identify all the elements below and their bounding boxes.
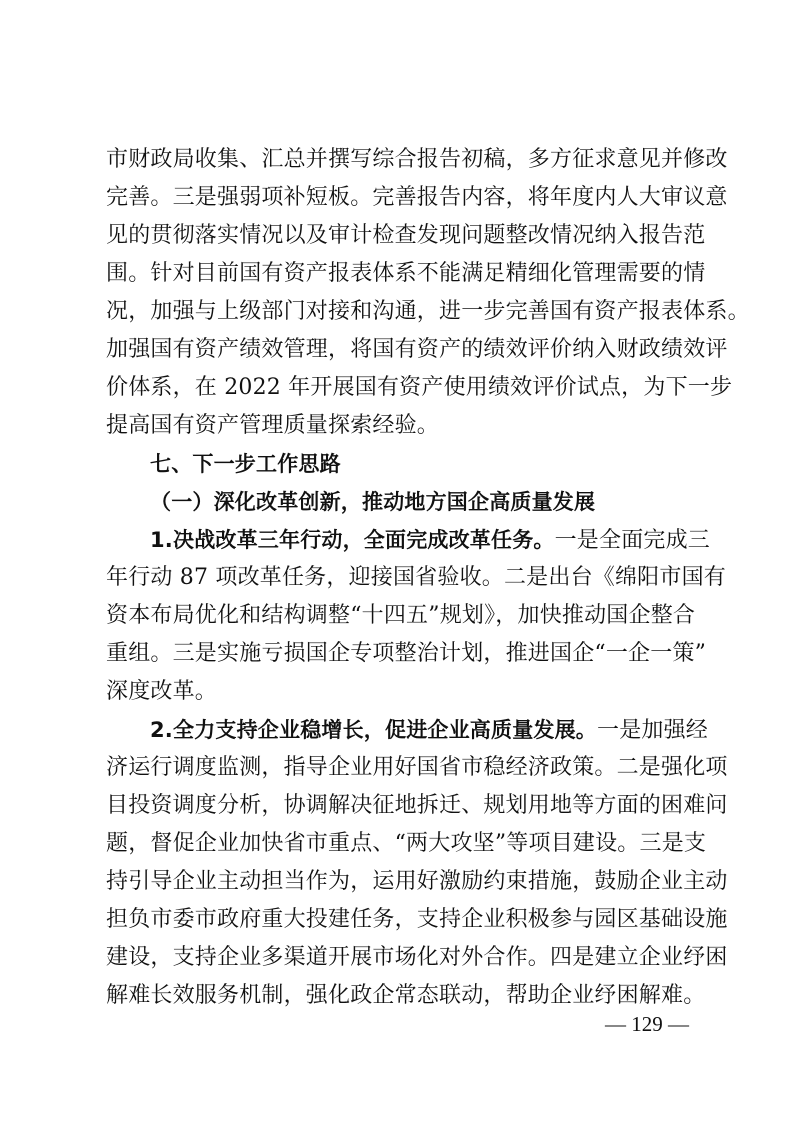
body-text-line: 提高国有资产管理质量探索经验。 [106,413,440,438]
body-text-line: 重组。三是实施亏损国企专项整治计划，推进国企“一企一策” [106,641,707,666]
body-text-line: 担负市委市政府重大投建任务，支持企业积极参与园区基础设施 [106,907,728,932]
body-text-line: 况，加强与上级部门对接和沟通，进一步完善国有资产报表体系。 [106,299,750,324]
body-text-line: 资本布局优化和结构调整“十四五”规划》，加快推动国企整合 [106,603,696,628]
page-number: — 129 — [605,1012,689,1036]
body-text-line: 题，督促企业加快省市重点、“两大攻坚”等项目建设。三是支 [106,831,707,856]
body-text-line: 目投资调度分析，协调解决征地拆迁、规划用地等方面的困难问 [106,793,728,818]
section-heading: 七、下一步工作思路 [150,452,341,476]
body-text-line: 深度改革。 [106,679,218,704]
body-text-line: 围。针对目前国有资产报表体系不能满足精细化管理需要的情 [106,261,706,286]
body-text-line: 解难长效服务机制，强化政企常态联动，帮助企业纾困解难。 [106,983,706,1008]
item-1-text: 一是全面完成三 [554,528,710,553]
item-1-title: 1.决战改革三年行动，全面完成改革任务。 [150,528,555,552]
body-text-line: 年行动 87 项改革任务，迎接国省验收。二是出台《绵阳市国有 [106,565,726,590]
body-text-line: 市财政局收集、汇总并撰写综合报告初稿，多方征求意见并修改 [106,147,728,172]
body-text-line: 持引导企业主动担当作为，运用好激励约束措施，鼓励企业主动 [106,869,728,894]
item-2-text: 一是加强经 [597,718,709,743]
item-1-first-line [150,525,710,555]
subsection-heading: （一）深化改革创新，推动地方国企高质量发展 [150,490,596,514]
body-text-line: 加强国有资产绩效管理，将国有资产的绩效评价纳入财政绩效评 [106,337,728,362]
item-2-title: 2.全力支持企业稳增长，促进企业高质量发展。 [150,718,597,742]
body-text-line: 济运行调度监测，指导企业用好国省市稳经济政策。二是强化项 [106,755,728,780]
body-text-line: 见的贯彻落实情况以及审计检查发现问题整改情况纳入报告范 [106,223,706,248]
body-text-line: 价体系，在 2022 年开展国有资产使用绩效评价试点，为下一步 [106,375,733,400]
body-text-line: 完善。三是强弱项补短板。完善报告内容，将年度内人大审议意 [106,185,728,210]
body-text-line: 建设，支持企业多渠道开展市场化对外合作。四是建立企业纾困 [106,945,728,970]
item-2-first-line [150,715,709,745]
